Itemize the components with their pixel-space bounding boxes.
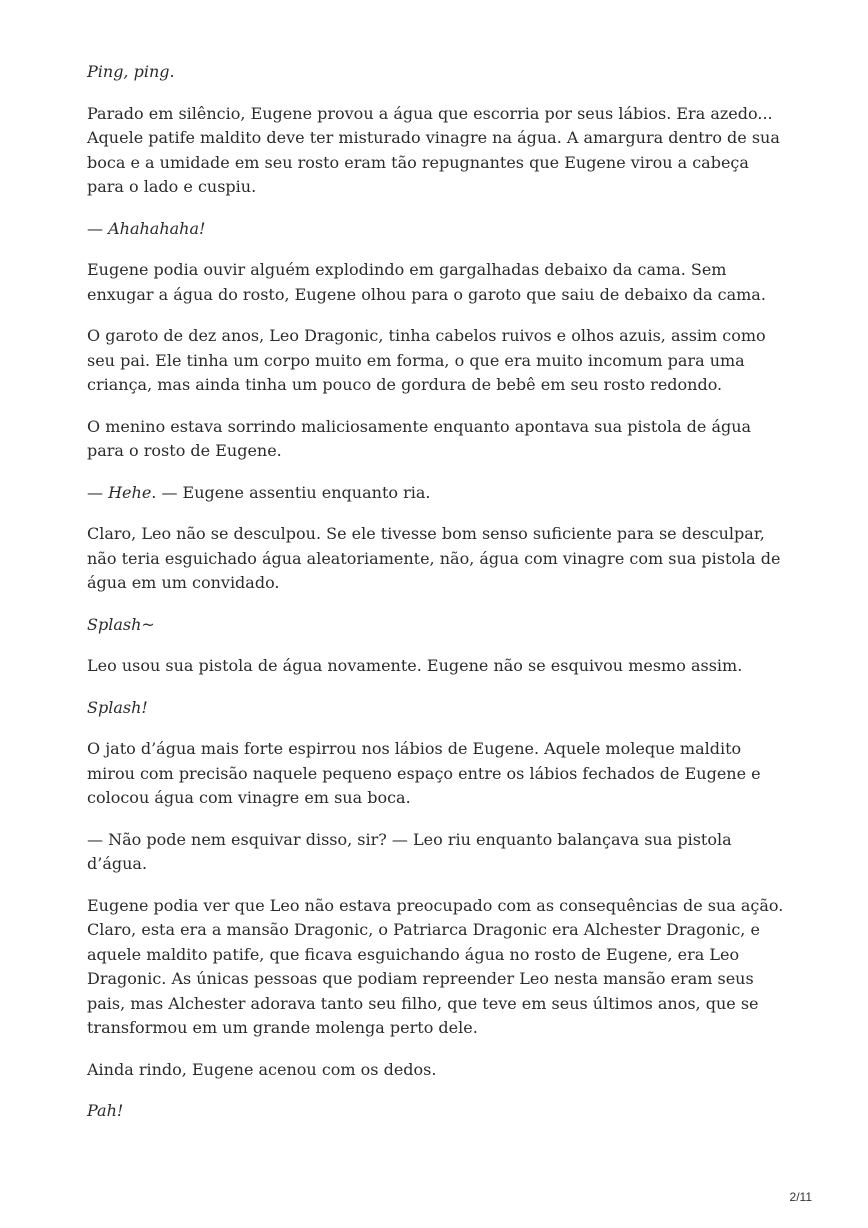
paragraph bbox=[87, 737, 787, 811]
page-number: 2/11 bbox=[789, 1190, 812, 1204]
paragraph bbox=[87, 654, 787, 679]
text-segment: O menino estava sorrindo maliciosamente enquanto apontava sua pistola de água para o rosto de Eugene. bbox=[87, 416, 752, 460]
paragraph bbox=[87, 894, 787, 1041]
text-segment: . — Eugene assentiu enquanto ria. bbox=[151, 482, 431, 502]
paragraph bbox=[87, 324, 787, 398]
document-body bbox=[87, 60, 787, 1141]
text-segment: Eugene podia ouvir alguém explodindo em gargalhadas debaixo da cama. Sem enxugar a água do rosto, Eugene olhou para o garoto que saiu de debaixo da cama. bbox=[87, 260, 766, 304]
text-segment: — bbox=[87, 218, 109, 238]
paragraph bbox=[87, 60, 787, 85]
text-segment: O garoto de dez anos, Leo Dragonic, tinha cabelos ruivos e olhos azuis, assim como seu pai. Ele tinha um corpo muito em forma, o que era muito incomum para uma criança, mas ainda tinha um pouco de gordura de bebê em seu rosto redondo. bbox=[87, 326, 766, 394]
paragraph bbox=[87, 696, 787, 721]
paragraph bbox=[87, 828, 787, 877]
text-segment: O jato d’água mais forte espirrou nos lábios de Eugene. Aquele moleque maldito mirou com precisão naquele pequeno espaço entre os lábios fechados de Eugene e colocou água com vinagre em sua boca. bbox=[87, 739, 761, 807]
paragraph bbox=[87, 1058, 787, 1083]
paragraph bbox=[87, 613, 787, 638]
paragraph bbox=[87, 102, 787, 200]
text-segment: Parado em silêncio, Eugene provou a água que escorria por seus lábios. Era azedo... Aquele patife maldito deve ter misturado vinagre na água. A amargura dentro de sua boca e a umidade em seu rosto eram tão repugnantes que Eugene virou a cabeça para o lado e cuspiu. bbox=[87, 103, 780, 196]
text-segment: Eugene podia ver que Leo não estava preocupado com as consequências de sua ação. Claro, esta era a mansão Dragonic, o Patriarca Dragonic era Alchester Dragonic, e aquele maldito patife, que ficava esguichando água no rosto de Eugene, era Leo Dragonic. As únicas pessoas que podiam repreender Leo nesta mansão eram seus pais, mas Alchester adorava tanto seu filho, que teve em seus últimos anos, que se transformou em um grande molenga perto dele. bbox=[87, 895, 784, 1037]
text-segment: Ainda rindo, Eugene acenou com os dedos. bbox=[87, 1059, 437, 1079]
italic-text: Splash! bbox=[87, 697, 148, 717]
paragraph bbox=[87, 415, 787, 464]
paragraph bbox=[87, 258, 787, 307]
italic-text: Pah! bbox=[87, 1101, 124, 1120]
paragraph bbox=[87, 1099, 787, 1124]
text-segment: — bbox=[87, 482, 109, 502]
paragraph bbox=[87, 481, 787, 506]
italic-text: Ping, ping. bbox=[87, 62, 175, 81]
italic-text: Splash~ bbox=[87, 614, 155, 634]
text-segment: Leo usou sua pistola de água novamente. Eugene não se esquivou mesmo assim. bbox=[87, 656, 743, 675]
paragraph bbox=[87, 522, 787, 596]
paragraph bbox=[87, 217, 787, 242]
text-segment: Claro, Leo não se desculpou. Se ele tivesse bom senso suficiente para se desculpar, não teria esguichado água aleatoriamente, não, água com vinagre com sua pistola de água em um convidado. bbox=[87, 524, 781, 592]
text-segment: — Não pode nem esquivar disso, sir? — Leo riu enquanto balançava sua pistola d’água. bbox=[87, 829, 732, 873]
italic-text: Ahahahaha! bbox=[108, 218, 206, 238]
italic-text: Hehe bbox=[108, 482, 152, 502]
